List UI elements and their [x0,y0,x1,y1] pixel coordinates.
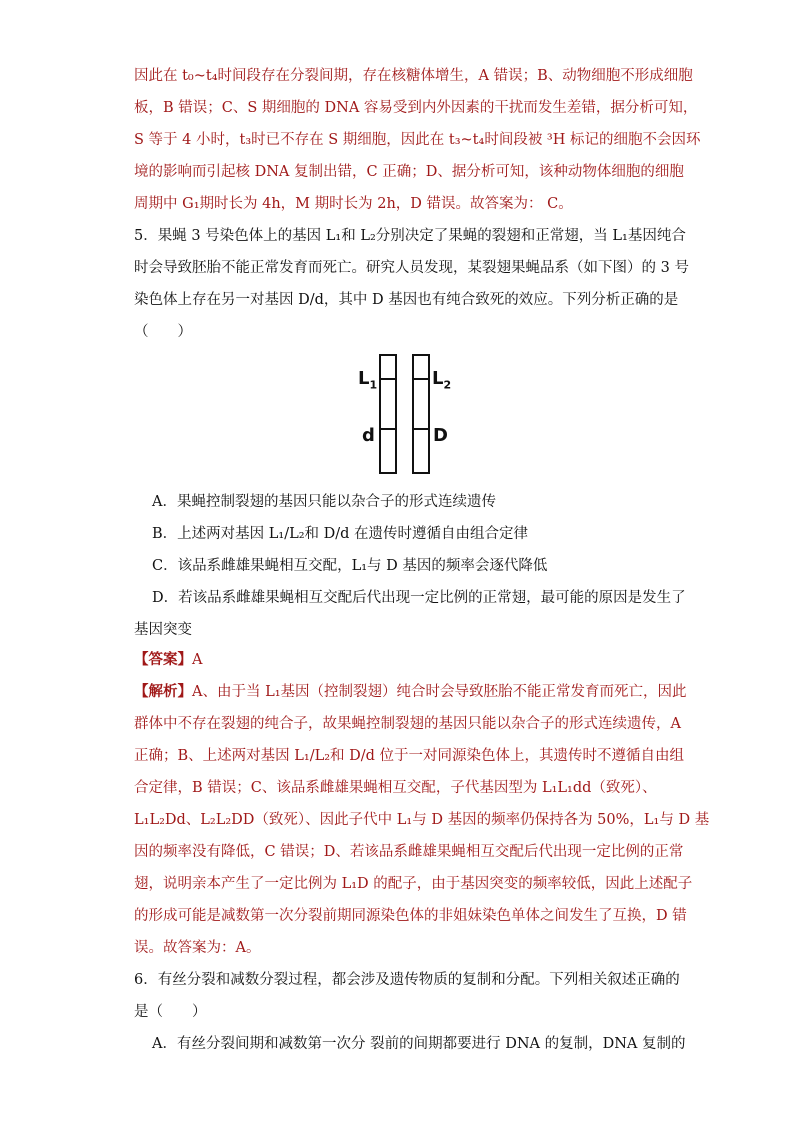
q5-answer [134,650,202,670]
label-l1: $L_1$ [358,368,378,392]
q5-option-a: A．果蝇控制裂翅的基因只能以杂合子的形式连续遗传 [152,494,496,510]
label-d-upper: D [433,425,448,446]
explanation-line-3: S 等于 4 小时，t₃时已不存在 S 期细胞，因此在 t₃~t₄时间段被 ³H 标记的细胞不会因环 [134,132,701,148]
chromosome-left-band-bottom [381,428,395,430]
q5-option-c: C．该品系雌雄果蝇相互交配，L₁与 D 基因的频率会逐代降低 [152,558,548,574]
explanation-line-5: 周期中 G₁期时长为 4h，M 期时长为 2h，D 错误。故答案为： C。 [134,196,573,212]
chromosome-right-band-bottom [414,428,428,430]
analysis-text-1: A、由于当 L₁基因（控制裂翅）纯合时会导致胚胎不能正常发育而死亡，因此 [192,684,687,700]
answer-tag: 【答案】 [134,651,192,668]
q5-analysis-line-8: 的形成可能是减数第一次分裂前期同源染色体的非姐妹染色单体之间发生了互换，D 错 [134,908,687,924]
analysis-tag: 【解析】 [134,683,192,700]
explanation-line-1: 因此在 t₀~t₄时间段存在分裂间期，存在核糖体增生，A 错误；B、动物细胞不形成细胞 [134,68,693,84]
explanation-line-4: 境的影响而引起核 DNA 复制出错，C 正确；D、据分析可知，该种动物体细胞的细胞 [134,164,684,180]
answer-value: A [192,652,203,668]
q5-analysis-line-7: 翅，说明亲本产生了一定比例为 L₁D 的配子，由于基因突变的频率较低，因此上述配子 [134,876,693,892]
label-d-lower: d [362,425,375,446]
q5-paren: （ ） [134,324,192,340]
q5-stem-line-3: 染色体上存在另一对基因 D/d，其中 D 基因也有纯合致死的效应。下列分析正确的是 [134,292,679,308]
q5-option-d-line-2: 基因突变 [134,622,192,638]
explanation-line-2: 板，B 错误；C、S 期细胞的 DNA 容易受到内外因素的干扰而发生差错，据分析可知， [134,100,698,116]
q5-analysis-line-5: L₁L₂Dd、L₂L₂DD（致死）、因此子代中 L₁与 D 基因的频率仍保持各为 50%，L₁与 D 基 [134,812,710,828]
q5-analysis-line-9: 误。故答案为：A。 [134,940,261,956]
chromosome-right-band-top [414,378,428,380]
q5-analysis-line-6: 因的频率没有降低，C 错误；D、若该品系雌雄果蝇相互交配后代出现一定比例的正常 [134,844,684,860]
q5-analysis-line-2: 群体中不存在裂翅的纯合子，故果蝇控制裂翅的基因只能以杂合子的形式连续遗传，A [134,716,681,732]
chromosome-left [379,354,397,474]
q5-option-b: B．上述两对基因 L₁/L₂和 D/d 在遗传时遵循自由组合定律 [152,526,529,542]
label-l2: $L_2$ [432,368,452,392]
q5-stem-line-2: 时会导致胚胎不能正常发育而死亡。研究人员发现，某裂翅果蝇品系（如下图）的 3 号 [134,260,689,276]
q5-stem-line-1: 5．果蝇 3 号染色体上的基因 L₁和 L₂分别决定了果蝇的裂翅和正常翅，当 L₁基因纯合 [134,228,686,244]
q6-stem-line-1: 6．有丝分裂和减数分裂过程，都会涉及遗传物质的复制和分配。下列相关叙述正确的 [134,972,680,988]
q5-option-d-line-1: D．若该品系雌雄果蝇相互交配后代出现一定比例的正常翅，最可能的原因是发生了 [152,590,686,606]
chromosome-left-band-top [381,378,395,380]
q5-analysis-line-4: 合定律，B 错误；C、该品系雌雄果蝇相互交配，子代基因型为 L₁L₁dd（致死）、 [134,780,657,796]
q5-analysis-line-1 [134,682,687,702]
q6-option-a: A．有丝分裂间期和减数第一次分 裂前的间期都要进行 DNA 的复制，DNA 复制的 [152,1036,686,1052]
chromosome-right [412,354,430,474]
q5-analysis-line-3: 正确；B、上述两对基因 L₁/L₂和 D/d 位于一对同源染色体上，其遗传时不遵循自由组 [134,748,685,764]
q6-stem-line-2: 是（ ） [134,1004,207,1020]
